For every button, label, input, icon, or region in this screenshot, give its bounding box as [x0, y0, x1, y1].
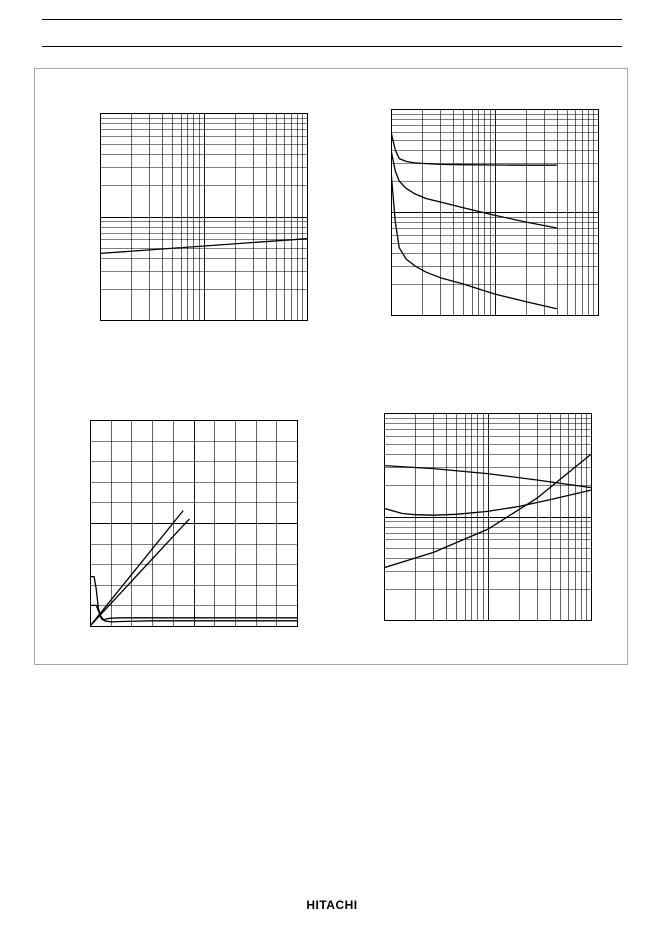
- grid-lines: [384, 413, 592, 621]
- header-rule-bottom: [42, 46, 622, 47]
- graph-4: [384, 413, 592, 621]
- series-line-2: [90, 519, 189, 626]
- series-line-1: [384, 466, 591, 488]
- graph-3: [90, 420, 298, 627]
- series-line-4: [90, 605, 297, 622]
- series-line-3: [90, 577, 297, 620]
- footer-brand: HITACHI: [306, 898, 358, 912]
- graph-2: [391, 109, 599, 316]
- graph-2-plot: [391, 109, 599, 316]
- graph-3-plot: [90, 420, 298, 627]
- grid-lines: [391, 109, 599, 316]
- series-line-3: [391, 171, 557, 309]
- series-line-2: [384, 490, 591, 515]
- grid-lines: [90, 420, 298, 627]
- header-rule-top: [42, 19, 622, 20]
- graph-4-plot: [384, 413, 592, 621]
- graph-1: [100, 113, 308, 321]
- graph-1-plot: [100, 113, 308, 321]
- grid-lines: [100, 113, 308, 321]
- series-line-1: [90, 511, 183, 626]
- series-line-1: [391, 132, 557, 165]
- series-line-2: [391, 150, 557, 228]
- series-line-1: [100, 239, 307, 254]
